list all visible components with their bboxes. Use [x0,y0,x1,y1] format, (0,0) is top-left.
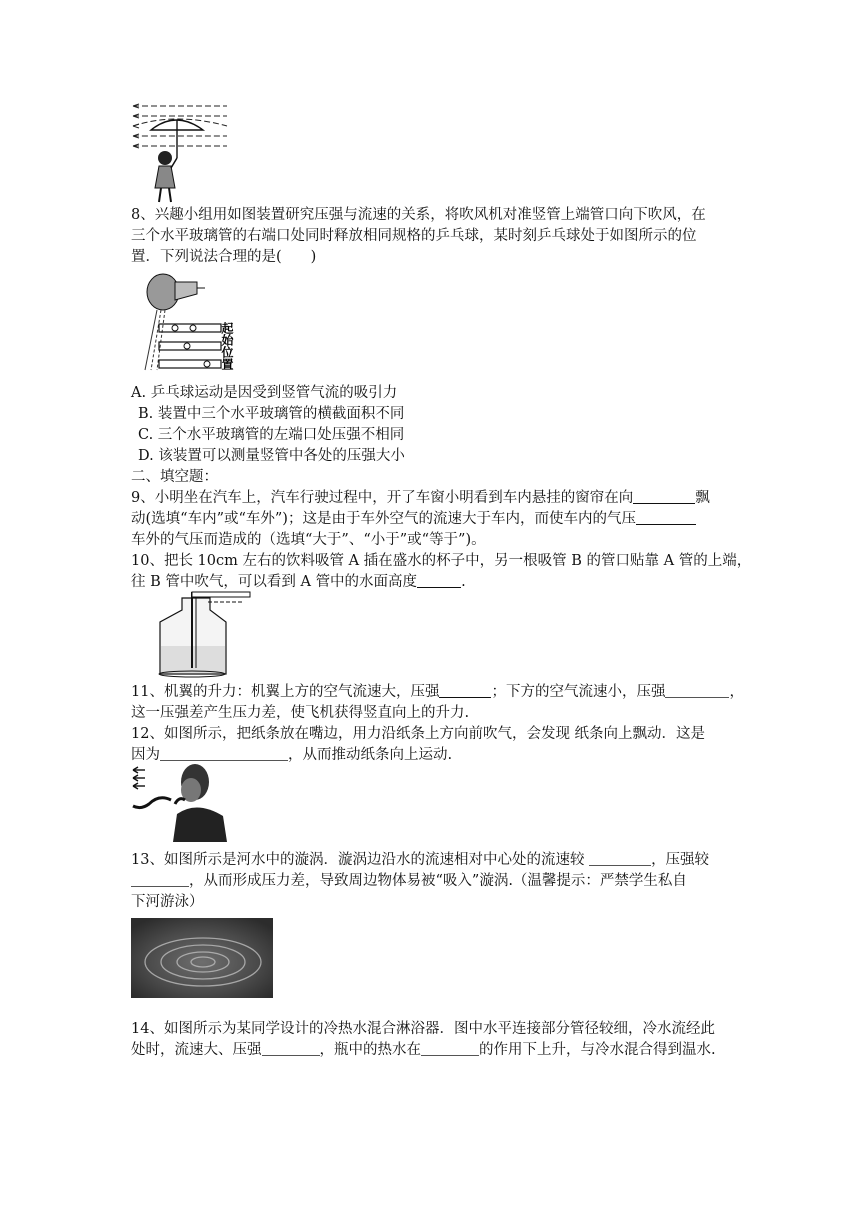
q9-blank-1[interactable] [633,488,695,504]
q11-blank-2[interactable] [665,682,729,698]
q13-line-2: ，从而形成压力差，导致周边物体易被“吸入”漩涡.（温馨提示：严禁学生私自 [131,871,687,892]
q12-blank[interactable] [160,745,288,761]
q10-blank[interactable] [417,572,461,588]
q14-blank-2[interactable] [421,1040,479,1056]
q11-line-2: 这一压强差产生压力差，使飞机获得竖直向上的升力. [131,705,470,721]
q11-line-1: 11、机翼的升力：机翼上方的空气流速大，压强 ；下方的空气流速小，压强 ， [131,684,744,700]
umbrella-wind-figure [131,100,231,205]
q8-option-a: A. 乒乓球运动是因受到竖管气流的吸引力 [131,385,398,401]
q13-blank-1[interactable] [589,850,651,866]
q13-blank-2[interactable] [131,871,189,887]
q14-line-2: 处时，流速大、压强 ，瓶中的热水在 的作用下上升，与冷水混合得到温水. [131,1042,716,1058]
whirlpool-photo [131,918,273,998]
q8-option-b: B. 装置中三个水平玻璃管的横截面积不同 [138,406,405,422]
q11-blank-1[interactable] [439,682,491,698]
q8-line-3: 置．下列说法合理的是( ) [131,249,317,265]
q9-line-1: 9、小明坐在汽车上，汽车行驶过程中，开了车窗小明看到车内悬挂的窗帘在向 飘 [131,490,710,506]
q8-option-c: C. 三个水平玻璃管的左端口处压强不相同 [138,427,405,443]
q14-blank-1[interactable] [262,1040,320,1056]
q8-line-2: 三个水平玻璃管的右端口处同时释放相同规格的乒乓球，某时刻乒乓球处于如图所示的位 [131,228,697,244]
hair-dryer-tubes-figure [131,270,246,378]
q10-line-1: 10、把长 10cm 左右的饮料吸管 A 插在盛水的杯子中，另一根吸管 B 的管口贴靠 A 管的上端， [131,553,752,569]
q13-line-1: 13、如图所示是河水中的漩涡．漩涡边沿水的流速相对中心处的流速较 ，压强较 [131,852,710,868]
q10-line-2: 往 B 管中吹气，可以看到 A 管中的水面高度 . [131,574,466,590]
boy-blowing-paper-figure [131,760,231,842]
q14-line-1: 14、如图所示为某同学设计的冷热水混合淋浴器．图中水平连接部分管径较细，冷水流经此 [131,1021,715,1037]
jar-straw-figure [152,588,252,680]
start-position-label: 起始位置 [220,322,234,370]
q9-line-3: 车外的气压而造成的（选填“大于”、“小于”或“等于”)。 [131,532,486,548]
section-fill-in-heading: 二、填空题： [131,469,218,485]
q8-line-1: 8、兴趣小组用如图装置研究压强与流速的关系，将吹风机对准竖管上端管口向下吹风，在 [131,207,706,223]
q13-line-3: 下河游泳） [131,894,204,910]
q9-blank-2[interactable] [636,509,696,525]
q12-line-1: 12、如图所示，把纸条放在嘴边，用力沿纸条上方向前吹气，会发现 纸条向上飘动．这是 [131,726,706,742]
q8-option-d: D. 该装置可以测量竖管中各处的压强大小 [138,448,405,464]
q9-line-2: 动(选填“车内”或“车外”)；这是由于车外空气的流速大于车内，而使车内的气压 [131,509,696,530]
q12-line-2: 因为 ，从而推动纸条向上运动. [131,747,453,763]
